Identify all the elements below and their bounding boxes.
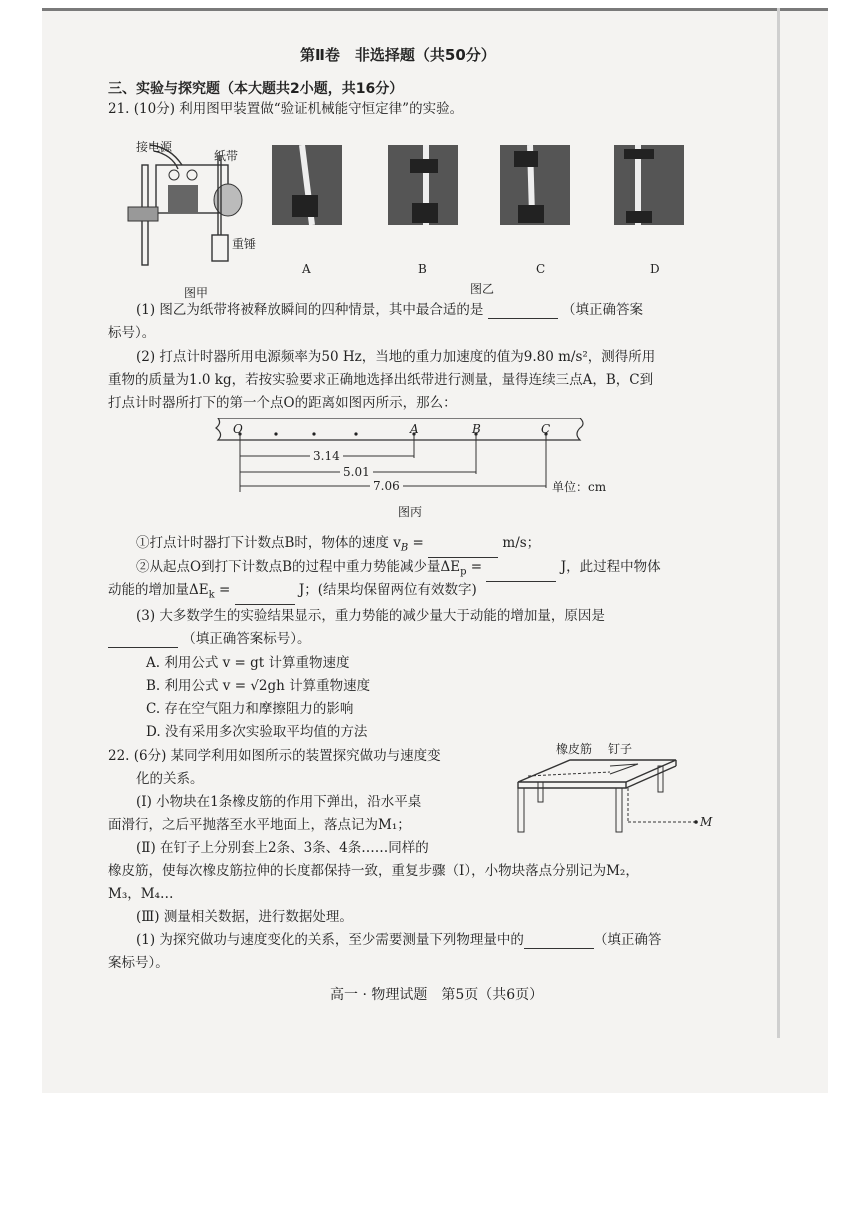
distance-oa: 3.14: [310, 449, 343, 463]
tape-point-a: A: [410, 422, 419, 436]
option-d-label: D: [650, 262, 660, 276]
tape-unit: 单位：cm: [552, 480, 607, 494]
answer-blank[interactable]: [488, 304, 558, 319]
part-title: 第Ⅱ卷 非选择题（共50分）: [300, 46, 496, 64]
option-b-label: B: [418, 262, 427, 276]
q22-step2-line3: M₃，M₄…: [108, 886, 174, 902]
photo-option-d: [614, 145, 684, 225]
q22-step3: (Ⅲ) 测量相关数据，进行数据处理。: [136, 909, 353, 925]
q21-part1: (1) 图乙为纸带将被释放瞬间的四种情景，其中最合适的是 （填正确答案: [136, 302, 644, 318]
q22-step1: (Ⅰ) 小物块在1条橡皮筋的作用下弹出，沿水平桌: [136, 794, 422, 810]
q22-stem: 22. (6分) 某同学利用如图所示的装置探究做功与速度变: [108, 748, 441, 764]
label-nail: 钉子: [608, 742, 633, 756]
q22-part1-end: 案标号）。: [108, 955, 169, 971]
q21-sub1: ①打点计时器打下计数点B时，物体的速度 $v_B = m/s$；: [136, 534, 540, 558]
answer-blank[interactable]: [486, 567, 556, 582]
label-tape: 纸带: [214, 149, 239, 163]
caption-yi: 图乙: [470, 282, 495, 296]
q21-part2-line2: 重物的质量为1.0 kg，若按实验要求正确地选择出纸带进行测量，量得连续三点A，B，C到: [108, 372, 654, 388]
answer-blank[interactable]: [428, 543, 498, 558]
caption-bing: 图丙: [398, 505, 423, 519]
label-weight: 重锤: [232, 237, 257, 251]
option-a-label: A: [302, 262, 311, 276]
tape-point-b: B: [472, 422, 481, 436]
choice-c: C. 存在空气阻力和摩擦阻力的影响: [146, 701, 354, 717]
photo-option-b: [388, 145, 458, 225]
photo-option-a: [272, 145, 342, 225]
answer-blank[interactable]: [235, 590, 295, 605]
distance-oc: 7.06: [370, 479, 403, 493]
q22-stem-2: 化的关系。: [136, 771, 204, 787]
page-footer: 高一 · 物理试题 第5页（共6页）: [330, 987, 544, 1003]
q21-part3: (3) 大多数学生的实验结果显示，重力势能的减少量大于动能的增加量，原因是: [136, 608, 605, 624]
fig-table-apparatus: [498, 752, 718, 838]
q22-step1-line2: 面滑行，之后平抛落至水平地面上，落点记为M₁；: [108, 817, 411, 833]
tape-point-o: O: [233, 422, 243, 436]
page-fold: [777, 8, 780, 1038]
q22-step2: (Ⅱ) 在钉子上分别套上2条、3条、4条……同样的: [136, 840, 429, 856]
q21-sub2-line2: 动能的增加量$\Delta E_k = J$；(结果均保留两位有效数字): [108, 581, 477, 605]
q21-part1-end: 标号）。: [108, 325, 156, 341]
q21-part3-line2: （填正确答案标号）。: [108, 630, 311, 648]
photo-option-c: [500, 145, 570, 225]
label-power: 接电源: [136, 140, 173, 154]
q21-part2-line1: (2) 打点计时器所用电源频率为50 Hz，当地的重力加速度的值为9.80 m/s²，测得所用: [136, 349, 656, 365]
fig-jia-apparatus: [120, 135, 270, 275]
choice-d: D. 没有采用多次实验取平均值的方法: [146, 724, 368, 740]
choice-b: B. 利用公式 v = √2gh 计算重物速度: [146, 678, 371, 694]
q21-part2-line3: 打点计时器所打下的第一个点O的距离如图丙所示，那么：: [108, 395, 457, 411]
q22-part1: (1) 为探究做功与速度变化的关系，至少需要测量下列物理量中的 （填正确答: [136, 932, 662, 948]
caption-jia: 图甲: [184, 286, 209, 300]
answer-blank[interactable]: [524, 934, 594, 949]
option-c-label: C: [536, 262, 546, 276]
scan-edge: [42, 8, 828, 11]
label-rubber-band: 橡皮筋: [556, 742, 593, 756]
section-heading: 三、实验与探究题（本大题共2小题，共16分）: [108, 81, 404, 97]
distance-ob: 5.01: [340, 465, 373, 479]
q22-step2-line2: 橡皮筋，使每次橡皮筋拉伸的长度都保持一致，重复步骤（Ⅰ），小物块落点分别记为M₂，: [108, 863, 639, 879]
q21-sub2: ②从起点O到打下计数点B的过程中重力势能减少量$\Delta E_p = J$，此过程中物体: [136, 558, 661, 582]
q21-stem: 21. (10分) 利用图甲装置做“验证机械能守恒定律”的实验。: [108, 101, 464, 117]
answer-blank[interactable]: [108, 633, 178, 648]
label-m: M: [700, 815, 713, 829]
choice-a: A. 利用公式 v = gt 计算重物速度: [146, 655, 350, 671]
tape-point-c: C: [541, 422, 551, 436]
